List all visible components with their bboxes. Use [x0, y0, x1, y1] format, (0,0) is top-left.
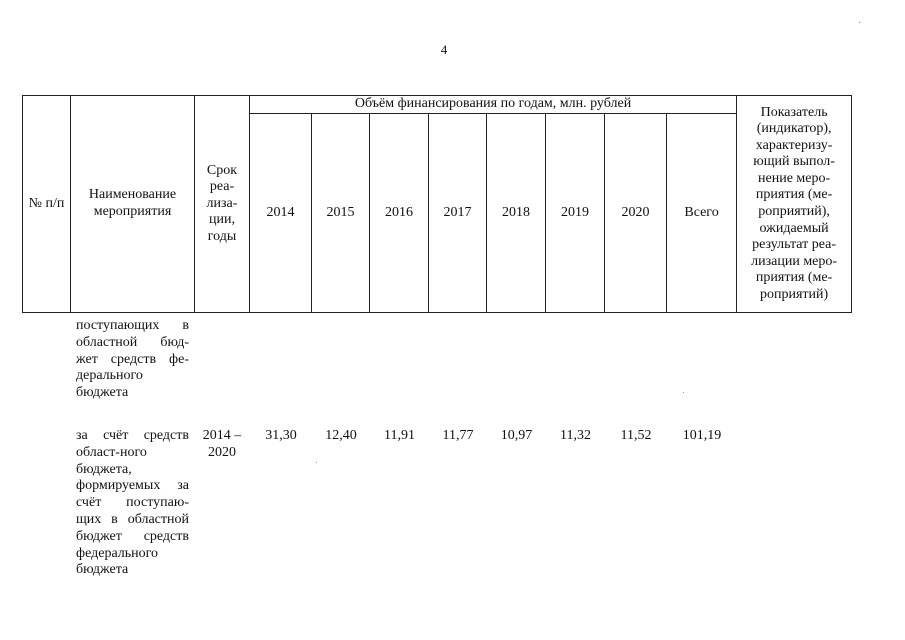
header-year-2016: 2016 [370, 114, 429, 313]
header-col-number: № п/п [23, 96, 71, 313]
header-year-2014: 2014 [250, 114, 312, 313]
page-number: 4 [440, 42, 448, 57]
header-total: Всего [667, 114, 737, 313]
row-2-value-2016: 11,91 [384, 428, 415, 443]
row-2-value-2014: 31,30 [265, 428, 297, 443]
corner-mark: · [858, 18, 862, 29]
scan-speck [683, 392, 684, 393]
header-col-indicator: Показатель (индикатор), характеризу-ющий выпол-нение меро-приятия (ме-роприятий), ожидаемый результат реа-лизации меро-приятия (ме-роприятий) [737, 96, 852, 313]
row-2-value-2015: 12,40 [325, 428, 357, 443]
header-year-2017: 2017 [429, 114, 487, 313]
row-2-value-total: 101,19 [682, 428, 722, 443]
row-2-name: за счёт средств област-ного бюджета, формируемых за счёт поступаю-щих в областной бюджет средств федерального бюджета [76, 428, 189, 578]
scan-speck [316, 462, 317, 463]
funding-table-header [22, 95, 852, 313]
row-2-value-2018: 10,97 [500, 428, 533, 443]
header-funding-title: Объём финансирования по годам, млн. рублей [250, 96, 737, 114]
row-2-period: 2014 – 2020 [202, 428, 242, 460]
row-2-value-2020: 11,52 [620, 428, 652, 443]
header-year-2020: 2020 [605, 114, 667, 313]
header-year-2019: 2019 [546, 114, 605, 313]
header-year-2018: 2018 [487, 114, 546, 313]
row-2-value-2019: 11,32 [560, 428, 591, 443]
header-col-name: Наименование мероприятия [71, 96, 195, 313]
header-col-period: Срок реа-лиза-ции, годы [195, 96, 250, 313]
row-2-value-2017: 11,77 [442, 428, 474, 443]
header-year-2015: 2015 [312, 114, 370, 313]
row-1-name: поступающих в областной бюд-жет средств фе-дерального бюджета [76, 318, 189, 401]
